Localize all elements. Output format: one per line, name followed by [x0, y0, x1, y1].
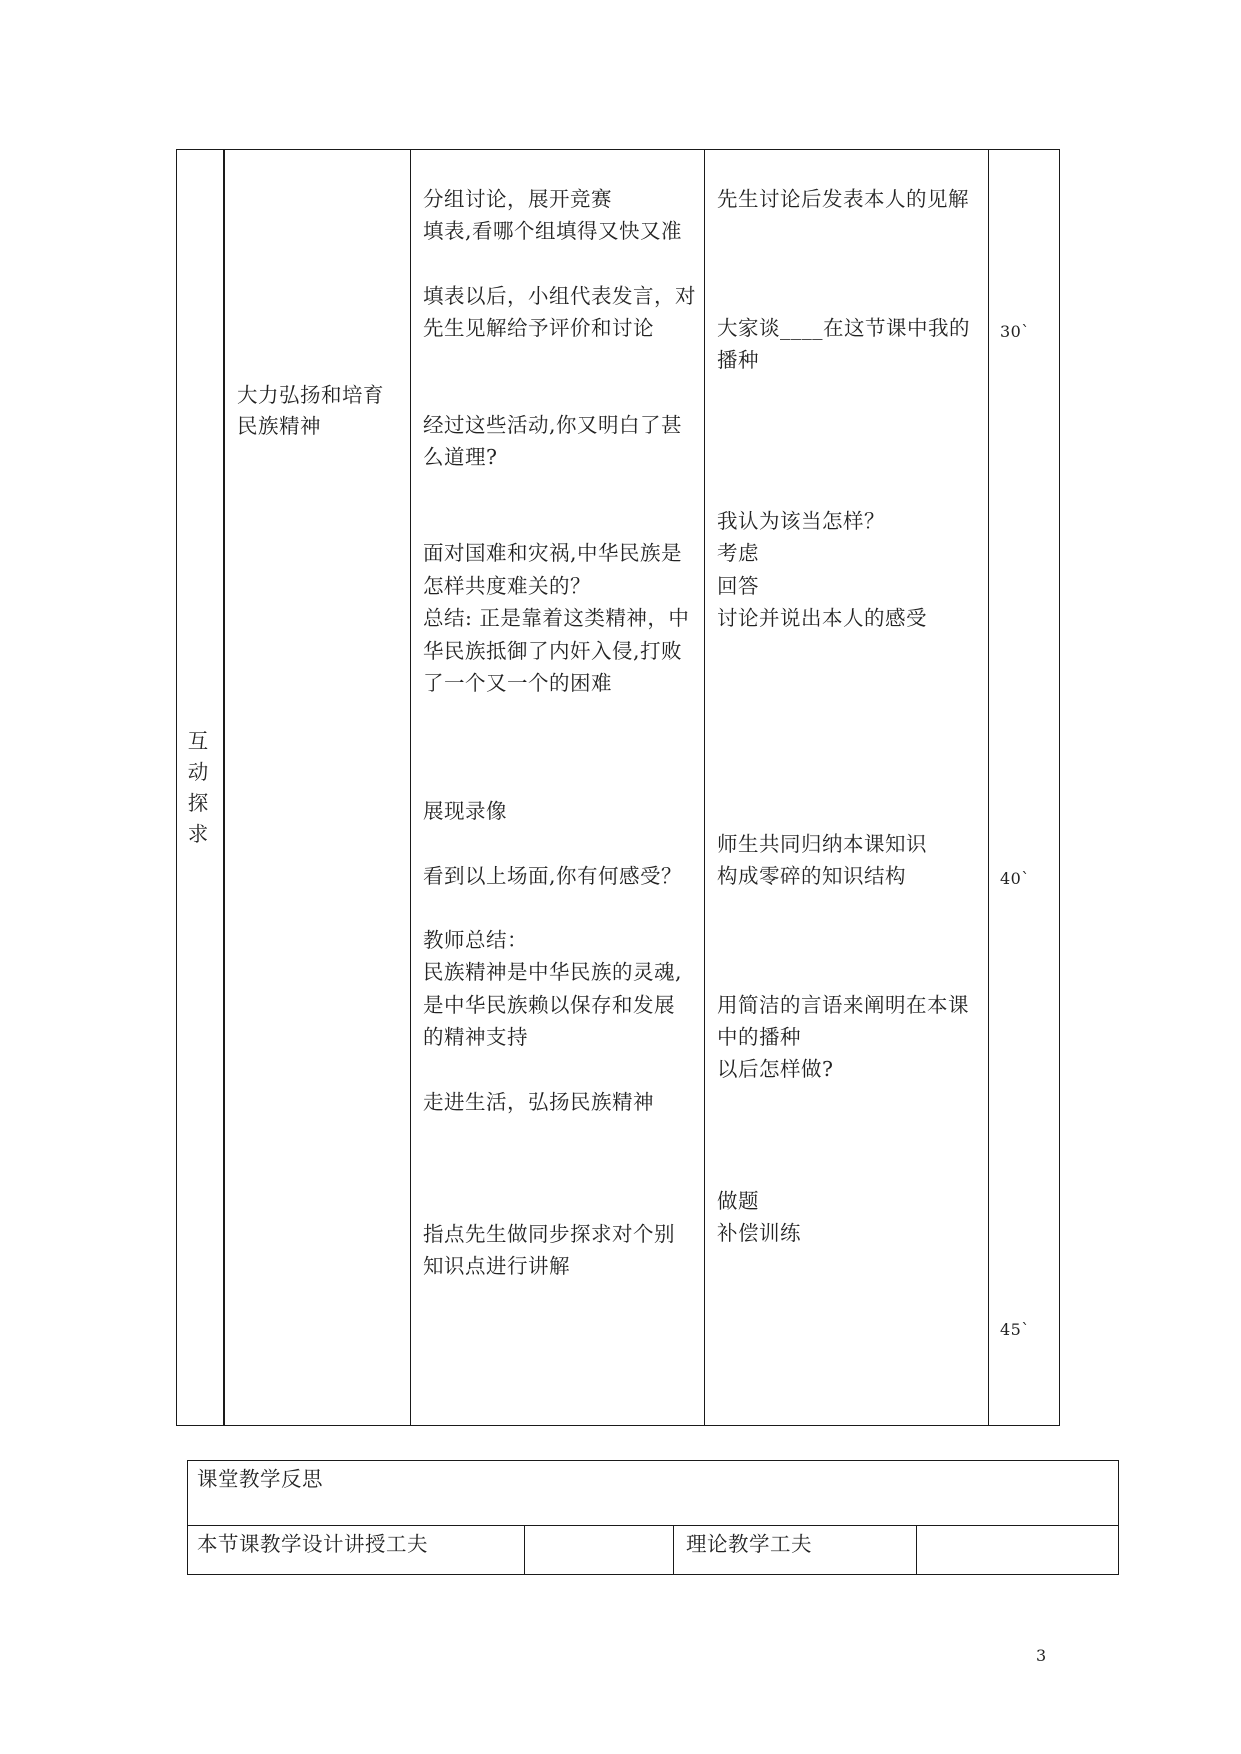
teacher-text: 民族精神是中华民族的灵魂,: [423, 960, 683, 984]
student-text: 考虑: [717, 541, 759, 565]
teacher-text: 经过这些活动,你又明白了甚: [423, 413, 683, 437]
time-marker: 40`: [1000, 869, 1030, 888]
time-marker: 45`: [1000, 1320, 1030, 1339]
teacher-text: 华民族抵御了内奸入侵,打败: [423, 639, 683, 663]
teacher-text: 看到以上场面,你有何感受？: [423, 864, 683, 888]
student-text: 讨论并说出本人的感受: [717, 606, 927, 630]
student-text: 用简洁的言语来阐明在本课: [717, 993, 969, 1017]
teacher-text: 教师总结：: [423, 928, 528, 952]
topic-line-1: 大力弘扬和培育: [237, 383, 384, 407]
teacher-text: 填表,看哪个组填得又快又准: [423, 219, 683, 243]
teacher-text: 先生见解给予评价和讨论: [423, 316, 654, 340]
student-text: 先生讨论后发表本人的见解: [717, 187, 969, 211]
topic-line-2: 民族精神: [237, 414, 321, 438]
teacher-text: 总结: 正是靠着这类精神，中: [423, 606, 690, 630]
student-text: 我认为该当怎样？: [717, 509, 885, 533]
student-text: 大家谈____在这节课中我的: [717, 316, 970, 340]
teacher-text: 是中华民族赖以保存和发展: [423, 993, 675, 1017]
student-text: 播种: [717, 348, 759, 372]
teacher-text: 走进生活，弘扬民族精神: [423, 1090, 654, 1114]
teacher-text: 指点先生做同步探求对个别: [423, 1222, 675, 1246]
teacher-text: 分组讨论，展开竞赛: [423, 187, 612, 211]
student-text: 回答: [717, 574, 759, 598]
student-text: 做题: [717, 1189, 759, 1213]
teacher-text: 么道理?: [423, 445, 498, 469]
student-text: 补偿训练: [717, 1221, 801, 1245]
time-marker: 30`: [1000, 322, 1030, 341]
student-text: 师生共同归纳本课知识: [717, 832, 927, 856]
teacher-text: 知识点进行讲解: [423, 1254, 570, 1278]
student-text: 以后怎样做?: [717, 1057, 834, 1081]
theory-time-label: 理论教学工夫: [686, 1532, 812, 1556]
design-time-label: 本节课教学设计讲授工夫: [197, 1532, 428, 1556]
teacher-text: 了一个又一个的困难: [423, 671, 612, 695]
teacher-text: 填表以后，小组代表发言，对: [423, 284, 696, 308]
student-text: 中的播种: [717, 1025, 801, 1049]
page-number: 3: [1036, 1646, 1047, 1665]
student-text: 构成零碎的知识结构: [717, 864, 906, 888]
reflection-header: 课堂教学反思: [197, 1467, 323, 1491]
teacher-text: 展现录像: [423, 799, 507, 823]
section-label: 互动探求: [187, 729, 209, 846]
teacher-text: 面对国难和灾祸,中华民族是: [423, 541, 683, 565]
teacher-text: 怎样共度难关的？: [423, 574, 591, 598]
teacher-text: 的精神支持: [423, 1025, 528, 1049]
